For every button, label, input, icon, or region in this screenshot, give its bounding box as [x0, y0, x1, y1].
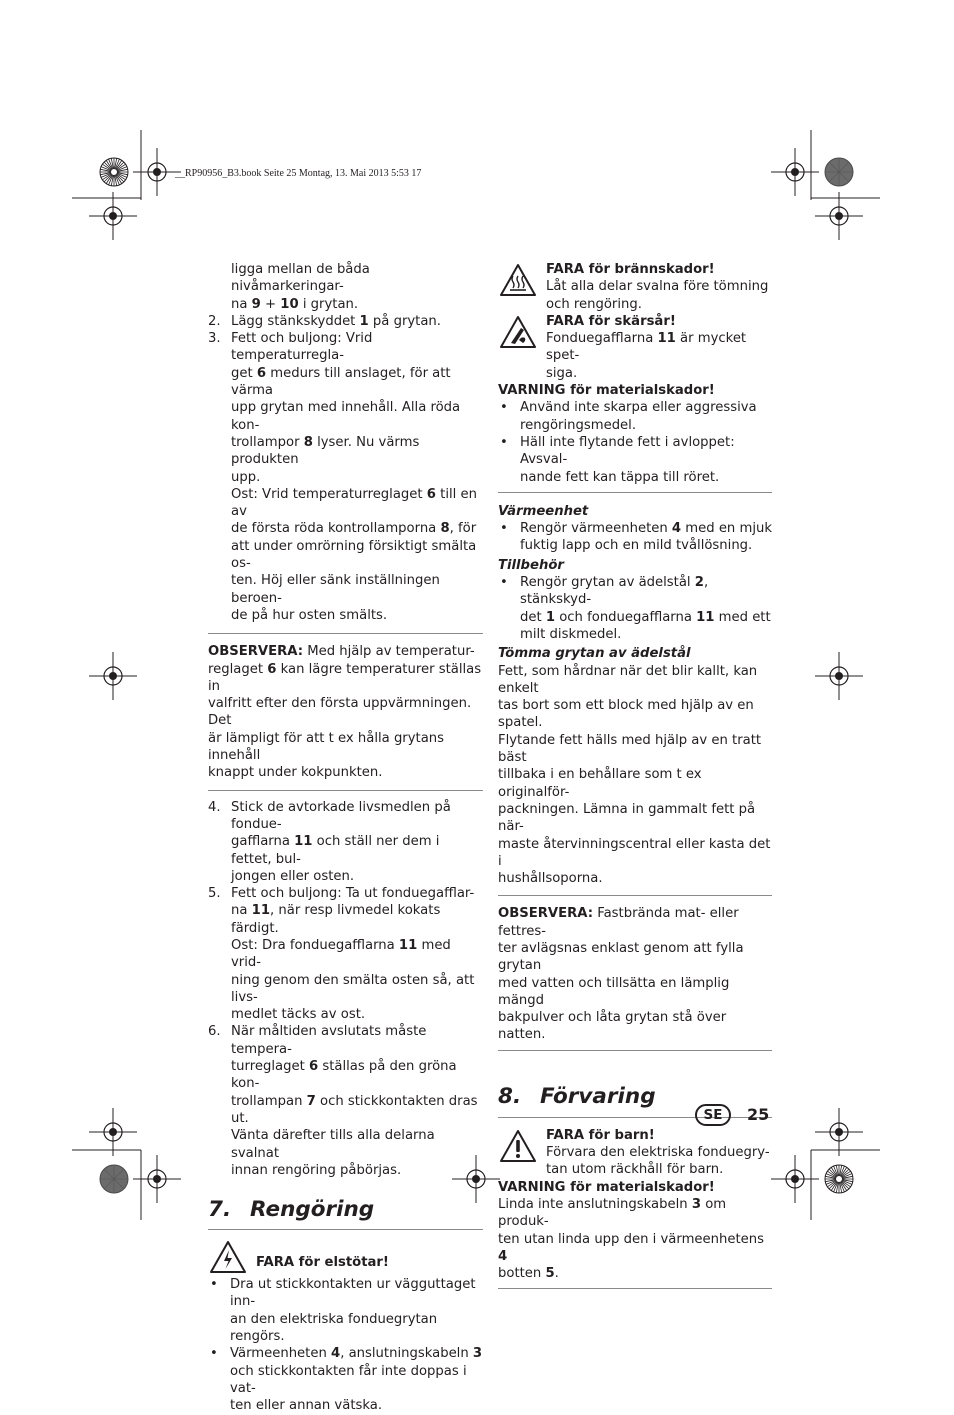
step-2: 2. Lägg stänkskyddet 1 på grytan. — [208, 313, 441, 329]
step-4: 4. Stick de avtorkade livsmedlen på fondue- gafflarna 11 och ställ ner dem i fettet, bul- jongen eller osten. — [208, 799, 451, 884]
section-8-heading: 8. Förvaring — [498, 1083, 656, 1109]
divider — [498, 1050, 772, 1051]
steps-4-6 — [208, 799, 483, 1180]
print-file-info: __RP90956_B3.book Seite 25 Montag, 13. Mai 2013 5:53 17 — [175, 168, 422, 179]
shock-bullet-2: • Värmeenheten 4, anslutningskabeln 3 och stickkontakten får inte doppas i vat- ten eller annan vätska. — [210, 1346, 483, 1414]
warning-sharp-objects-icon — [499, 315, 537, 354]
heating-unit-section: Värmeenhet • Rengör värmeenheten 4 med en mjuk fuktig lapp och en mild tvållösning. — [498, 503, 772, 554]
warning-burns: FARA för brännskador! Låt alla delar svalna före tömning och rengöring. — [498, 261, 772, 313]
warning-electric-shock-icon — [209, 1240, 247, 1279]
warning-general-icon — [499, 1129, 537, 1168]
language-badge: SE — [695, 1104, 731, 1126]
divider — [208, 633, 483, 634]
note-observera-right: OBSERVERA: Fastbrända mat- eller fettres- ter avlägsnas enklast genom att fylla grytan med vatten och tillsätta en lämplig mängd bakpulver och låta grytan stå över natten. — [498, 906, 744, 1043]
accessories-section: Tillbehör • Rengör grytan av ädelstål 2, stänkskyd- det 1 och fonduegafflarna 11 med ett milt diskmedel. — [498, 557, 771, 642]
emptying-section: Tömma grytan av ädelstål Fett, som hårdnar när det blir kallt, kan enkelt tas bort som ett block med hjälp av en spatel. Flytande fett hälls med hjälp av en tratt bäst tillbaka i en behållare som t ex originalför- packningen. Lämna in gammalt fett på när- maste återvinningscentral eller kasta det i hushållsoporna. — [498, 646, 771, 887]
right-column — [498, 261, 772, 1289]
warning-children: FARA för barn! Förvara den elektriska fonduegry- tan utom räckhåll för barn. — [498, 1127, 772, 1179]
divider — [498, 492, 772, 493]
divider — [498, 1288, 772, 1289]
divider — [208, 790, 483, 791]
warning-hot-surface-icon — [499, 263, 537, 302]
step-5: 5. Fett och buljong: Ta ut fonduegafflar- na 11, när resp livmedel kokats färdigt. Ost: Dra fonduegafflarna 11 med vrid- ning genom den smälta osten så, att livs- medlet täcks av ost. — [208, 886, 475, 1023]
divider — [208, 1229, 483, 1230]
material-warning-storage: VARNING för materialskador! Linda inte anslutningskabeln 3 om produk- ten utan linda upp den i värmeenhetens 4 botten 5. — [498, 1179, 764, 1282]
material-warning: VARNING för materialskador! • Använd inte skarpa eller aggressiva rengöringsmedel. • Häll inte flytande fett i avloppet: Avsval- nande fett kan täppa till röret. — [498, 383, 757, 485]
left-column — [208, 261, 483, 1415]
warning-electric-shock: FARA för elstötar! — [208, 1238, 483, 1276]
page-number: 25 — [747, 1105, 770, 1124]
note-observera: OBSERVERA: Med hjälp av temperatur- reglaget 6 kan lägre temperaturer ställas in valfritt efter den första uppvärmningen. Det är lämpligt för att t ex hålla grytans innehåll knappt under kokpunkten. — [208, 644, 482, 781]
warning-cuts: FARA för skärsår! Fonduegafflarna 11 är mycket spet- siga. — [498, 313, 772, 382]
section-7-heading: 7. Rengöring — [208, 1197, 375, 1223]
step-3: 3. Fett och buljong: Vrid temperaturregla- get 6 medurs till anslaget, för att värma upp grytan med innehåll. Alla röda kon- trollampor 8 lyser. Nu värms produkten upp. Ost: Vrid temperaturreglaget 6 till en av de första röda kontrollamporna 8, för att under omrörning försiktigt smälta os- ten. Höj eller sänk inställningen beroen- de på hur osten smälts. — [208, 331, 477, 623]
divider — [498, 895, 772, 896]
shock-bullet-1: • Dra ut stickkontakten ur vägguttaget inn- an den elektriska fonduegrytan rengörs. — [210, 1277, 476, 1345]
step-1-continuation: ligga mellan de båda nivåmarkeringar- na 9 + 10 i grytan. — [231, 262, 370, 312]
step-6: 6. När måltiden avslutats måste tempera- turreglaget 6 ställas på den gröna kon- trollampan 7 och stickkontakten dras ut. Vänta därefter tills alla delarna svalnat innan rengöring påbörjas. — [208, 1024, 478, 1178]
divider — [498, 1117, 772, 1118]
